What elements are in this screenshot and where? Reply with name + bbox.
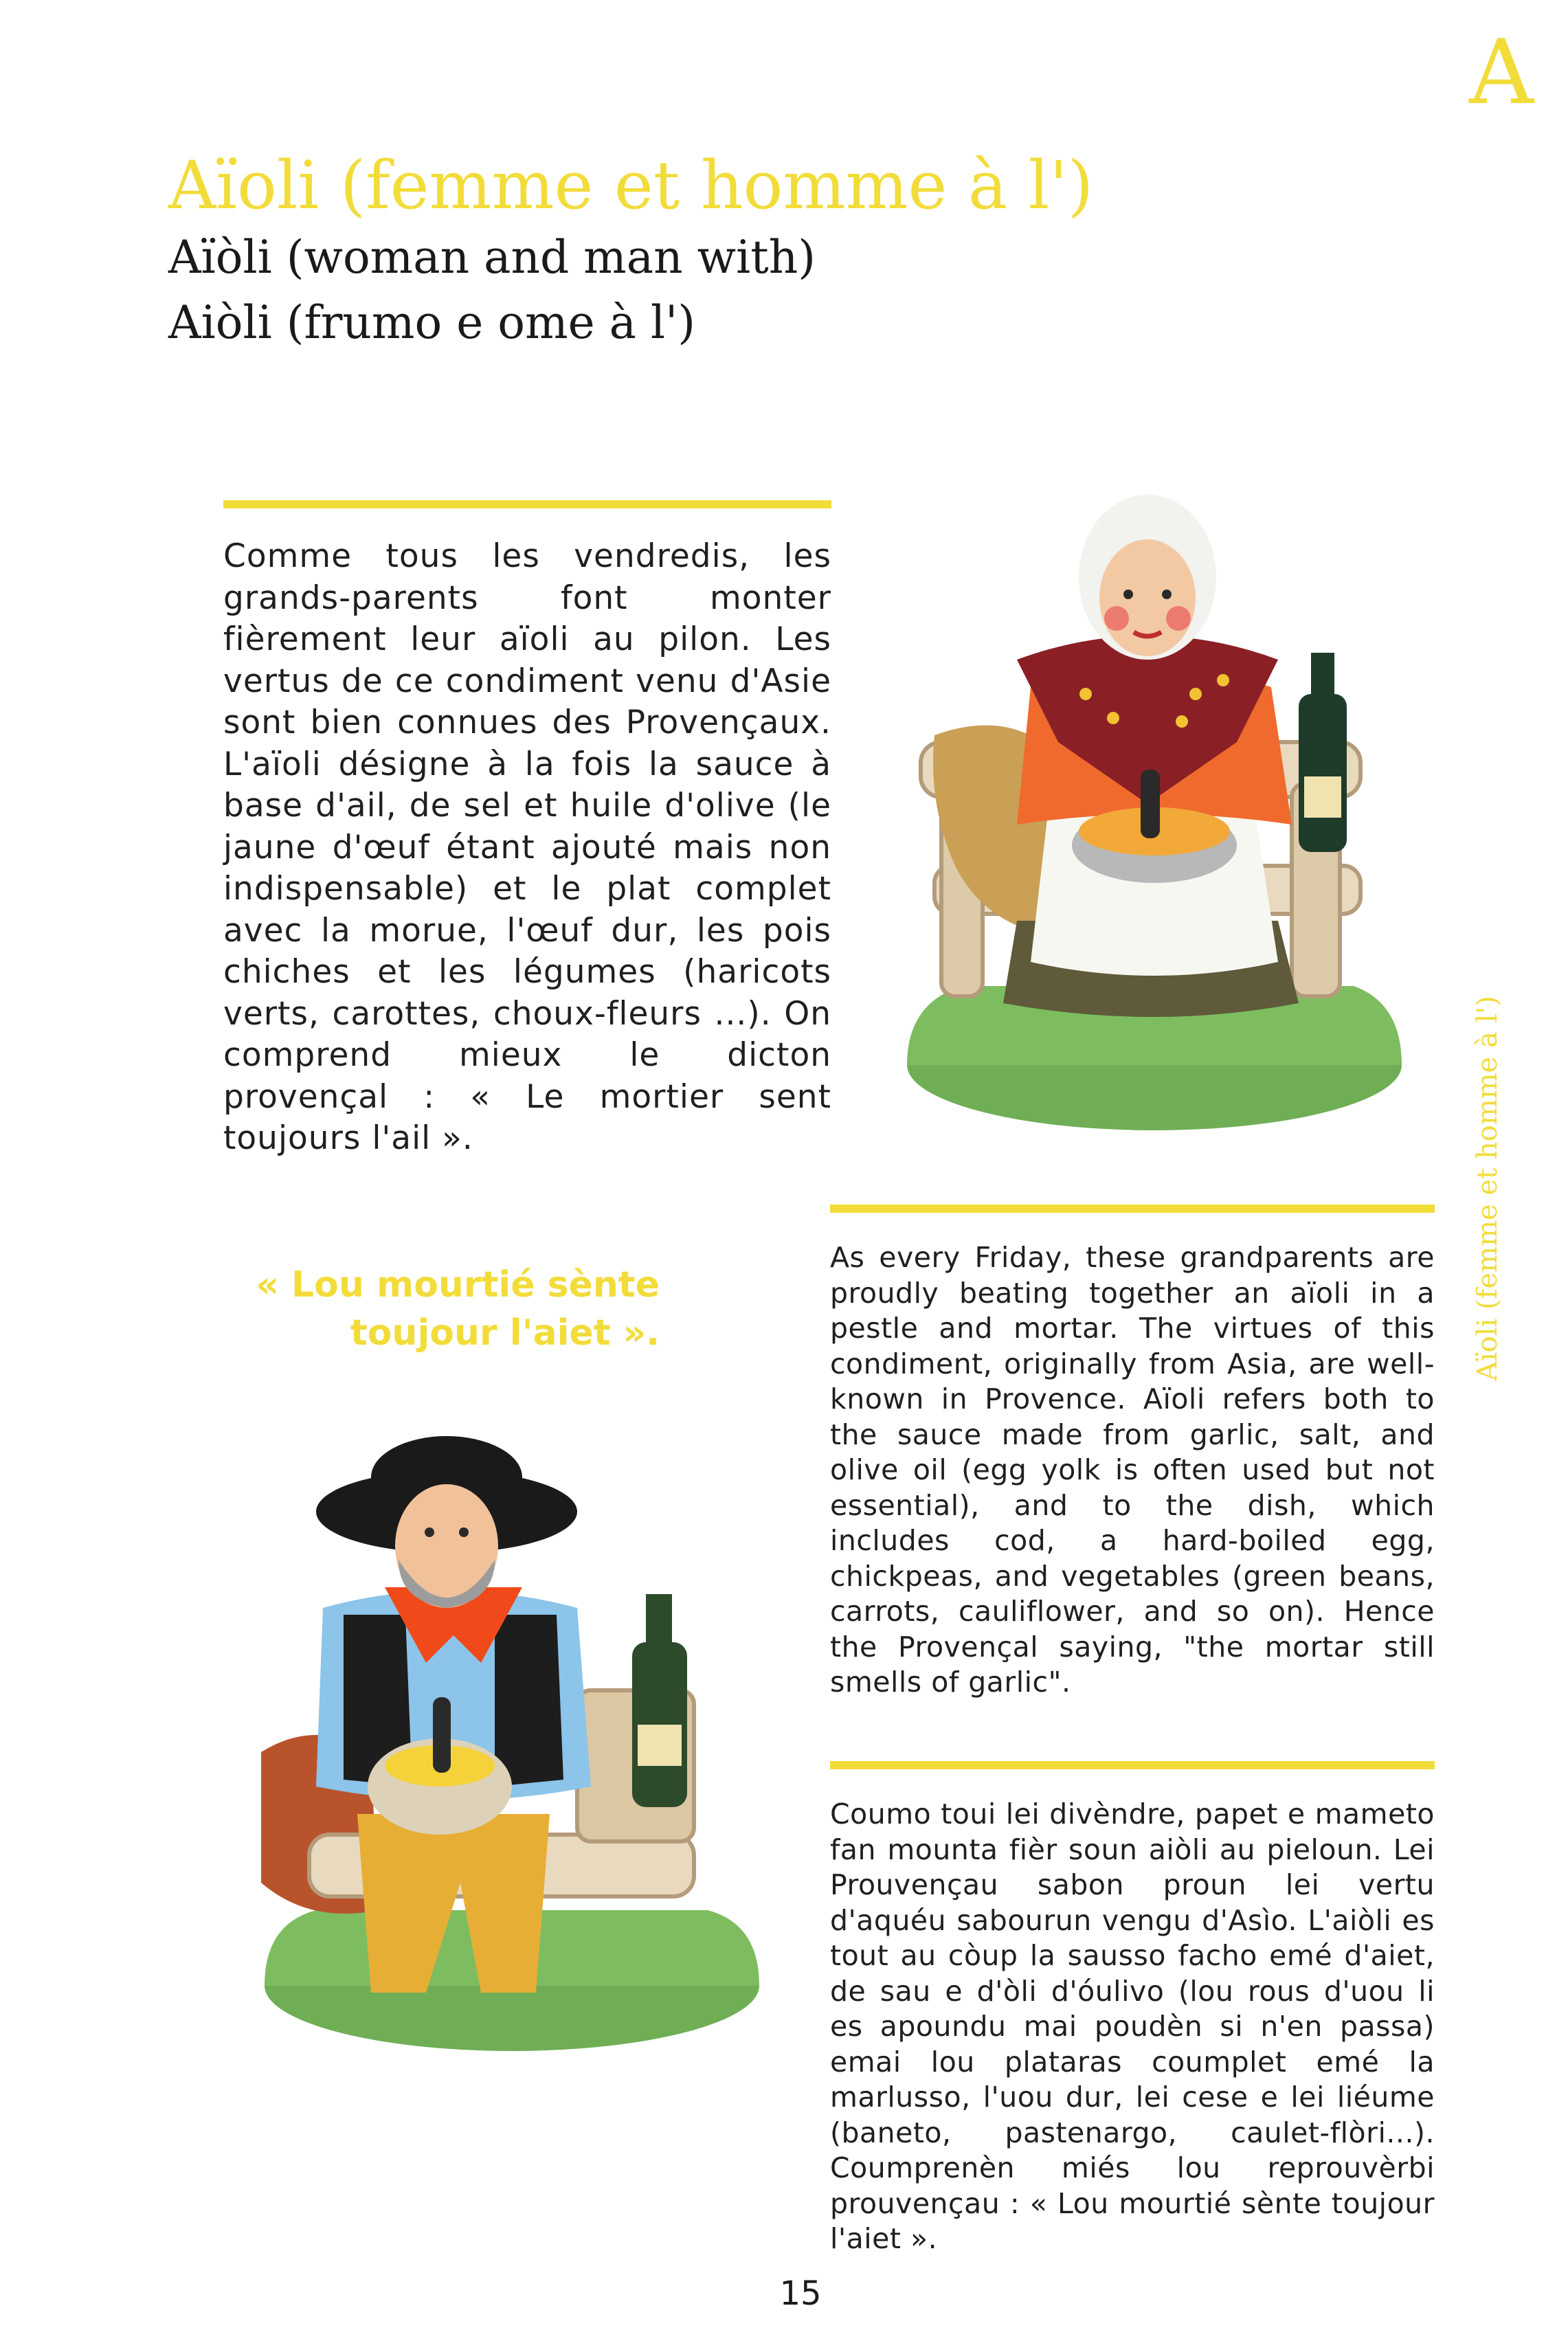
subtitle-english: Aïòli (woman and man with) — [168, 231, 816, 284]
page-number: 15 — [779, 2274, 822, 2313]
santon-woman-figure — [880, 481, 1415, 1141]
santon-man-figure — [234, 1429, 790, 2061]
french-paragraph: Comme tous les vendredis, les grands-parents font monter fièrement leur aïoli au pilon. Les vertus de ce condiment venu d'Asie sont bien connues des Provençaux. L'aïoli désigne à la fois la sauce à base d'ail, de sel et huile d'olive (le jaune d'œuf étant ajouté mais non indispensable) et le plat complet avec la morue, l'œuf dur, les pois chiches et les légumes (haricots verts, carottes, choux-fleurs ...). On comprend mieux le dicton provençal : « Le mortier sent toujours l'ail ». — [223, 537, 831, 1157]
subtitle-provencal: Aiòli (frumo e ome à l') — [168, 296, 695, 349]
section-letter: A — [1469, 20, 1534, 124]
provencal-paragraph: Coumo toui lei divèndre, papet e mameto fan mounta fièr soun aiòli au pieloun. Lei Prouvençau sabon proun lei vertu d'aquéu sabourun vengu d'Asìo. L'aiòli es tout au còup la sausso facho emé d'aiet, de sau e d'òli d'óulivo (lou rous d'uou li es apoundu mai poudèn si n'en passa) emai lou plataras coumplet emé la marlusso, l'uou dur, lei cese e lei liéume (baneto, pastenargo, caulet-flòri...). Coumprenèn miés lou reprouvèrbi prouvençau : « Lou mourtié sènte toujour l'aiet ». — [830, 1797, 1435, 2255]
page-title: Aïoli (femme et homme à l') — [168, 147, 1094, 224]
divider-french — [223, 500, 831, 508]
provencal-quote: « Lou mourtié sènte toujour l'aiet ». — [256, 1264, 660, 1354]
english-paragraph: As every Friday, these grandparents are proudly beating together an aïoli in a pestle and mortar. The virtues of this condiment, originally from Asia, are well-known in Provence. Aïoli refers both to the sauce made from garlic, salt, and olive oil (egg yolk is often used but not essential), and to the dish, which includes cod, a hard-boiled egg, chickpeas, and vegetables (green beans, carrots, cauliflower, and so on). Hence the Provençal saying, "the mortar still smells of garlic". — [830, 1241, 1435, 1699]
running-side-label: Aïoli (femme et homme à l') — [1472, 996, 1503, 1382]
divider-provencal — [830, 1761, 1435, 1769]
divider-english — [830, 1205, 1435, 1213]
